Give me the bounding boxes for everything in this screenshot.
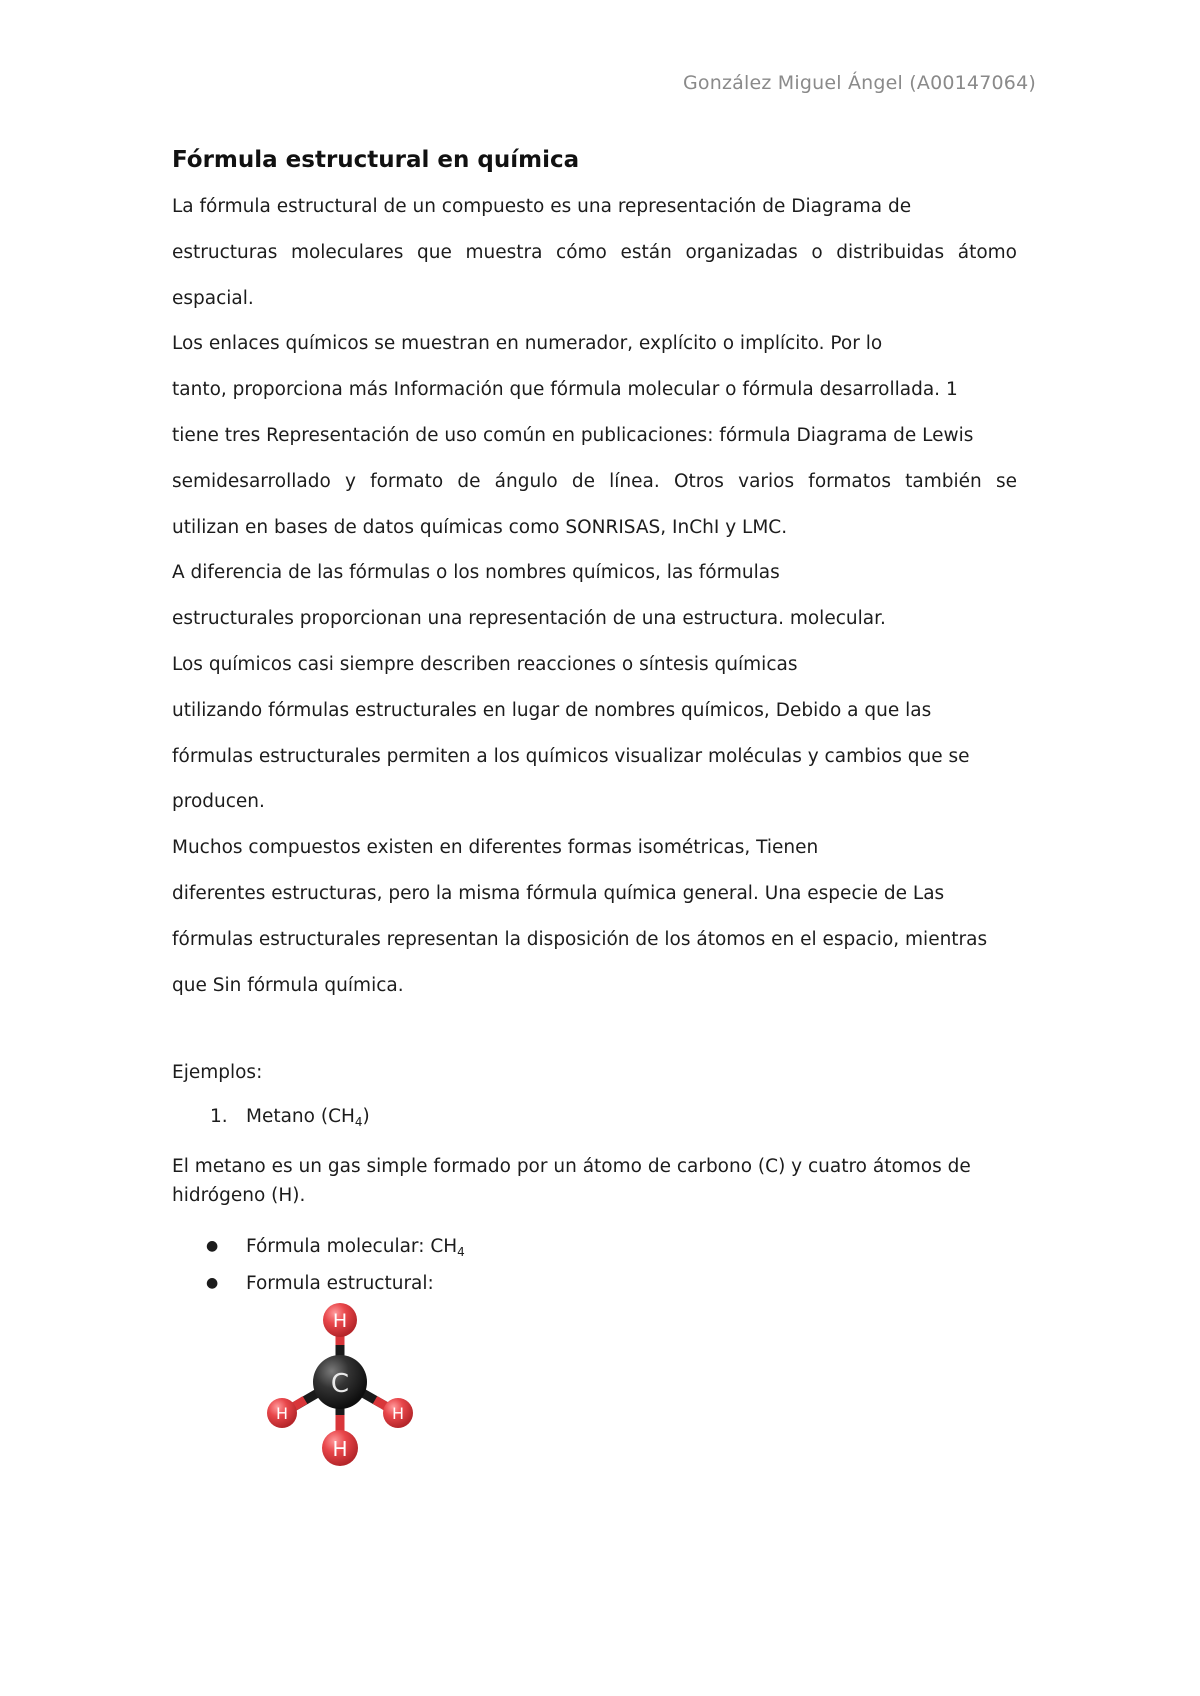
examples-label: Ejemplos: bbox=[172, 1062, 263, 1083]
body-line: Muchos compuestos existen en diferentes formas isométricas, Tienen bbox=[172, 837, 819, 859]
atom-h-bottom bbox=[322, 1430, 358, 1466]
atom-c-label: C bbox=[330, 1369, 350, 1399]
body-line: tanto, proporciona más Información que fórmula molecular o fórmula desarrollada. 1 bbox=[172, 379, 958, 401]
example-close: ) bbox=[362, 1106, 370, 1127]
body-line: estructurales proporcionan una representación de una estructura. molecular. bbox=[172, 608, 886, 630]
body-line: Los enlaces químicos se muestran en numerador, explícito o implícito. Por lo bbox=[172, 333, 883, 355]
methane-molecule-diagram bbox=[260, 1300, 430, 1475]
atom-h-bottom-label: H bbox=[332, 1437, 348, 1461]
body-line: Los químicos casi siempre describen reacciones o síntesis químicas bbox=[172, 653, 798, 675]
methane-paragraph: El metano es un gas simple formado por un átomo de carbono (C) y cuatro átomos de hidrógeno (H). bbox=[172, 1156, 971, 1206]
body-line: producen. bbox=[172, 791, 265, 813]
document-title: Fórmula estructural en química bbox=[172, 147, 580, 173]
example-item-methane bbox=[210, 1106, 370, 1129]
bullet-dot-icon: ● bbox=[206, 1275, 219, 1291]
list-number: 1. bbox=[210, 1106, 228, 1127]
body-line: semidesarrollado y formato de ángulo de línea. Otros varios formatos también se bbox=[172, 470, 1017, 492]
body-line: A diferencia de las fórmulas o los nombres químicos, las fórmulas bbox=[172, 562, 780, 584]
example-subscript: 4 bbox=[354, 1115, 363, 1129]
body-line: que Sin fórmula química. bbox=[172, 974, 404, 996]
body-line: fórmulas estructurales representan la disposición de los átomos en el espacio, mientras bbox=[172, 928, 988, 950]
body-line: utilizando fórmulas estructurales en lugar de nombres químicos, Debido a que las bbox=[172, 699, 932, 721]
body-line: espacial. bbox=[172, 287, 254, 309]
molecular-formula-subscript: 4 bbox=[457, 1245, 465, 1259]
body-line: utilizan en bases de datos químicas como SONRISAS, InChI y LMC. bbox=[172, 516, 788, 538]
atom-c-center bbox=[313, 1355, 367, 1409]
molecular-formula-label: Fórmula molecular: CH bbox=[246, 1236, 458, 1257]
atom-h-right bbox=[383, 1398, 413, 1428]
atom-h-left bbox=[267, 1398, 297, 1428]
example-name: Metano (CH bbox=[246, 1106, 355, 1127]
atom-h-right-label: H bbox=[391, 1404, 405, 1423]
body-line: tiene tres Representación de uso común en publicaciones: fórmula Diagrama de Lewis bbox=[172, 424, 974, 446]
bullet-molecular-formula bbox=[206, 1231, 465, 1268]
body-line: fórmulas estructurales permiten a los químicos visualizar moléculas y cambios que se bbox=[172, 745, 970, 767]
body-text bbox=[172, 193, 1017, 1017]
bullet-structural-formula bbox=[206, 1268, 465, 1299]
formula-bullets bbox=[206, 1231, 465, 1299]
bullet-dot-icon: ● bbox=[206, 1238, 219, 1254]
body-line: diferentes estructuras, pero la misma fórmula química general. Una especie de Las bbox=[172, 882, 945, 904]
author-header: González Miguel Ángel (A00147064) bbox=[682, 72, 1036, 94]
body-line: La fórmula estructural de un compuesto es una representación de Diagrama de bbox=[172, 196, 912, 217]
atom-h-top-label: H bbox=[332, 1310, 348, 1332]
body-line: estructuras moleculares que muestra cómo están organizadas o distribuidas átomo bbox=[172, 241, 1017, 263]
atom-h-top bbox=[323, 1303, 357, 1337]
structural-formula-label: Formula estructural: bbox=[246, 1273, 434, 1294]
atom-h-left-label: H bbox=[275, 1404, 289, 1423]
